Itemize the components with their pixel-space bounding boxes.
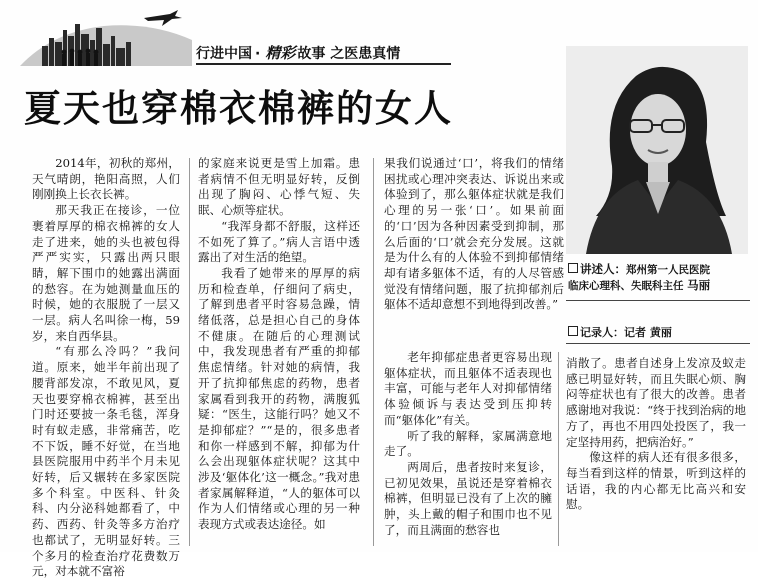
city-skyline-graphic [12, 6, 197, 68]
body-column-3 [384, 156, 564, 346]
paragraph: 2014年，初秋的郑州，天气晴朗，艳阳高照，人们刚刚换上长衣长裤。 [32, 156, 180, 202]
column-divider [558, 352, 559, 546]
paragraph: 消散了。患者自述身上发凉及蚁走感已明显好转，而且失眠心烦、胸闷等症状也有了很大的改善。患者感谢地对我说：“终于找到治病的地方了，再也不用四处投医了，我一定坚持用药，把病治好。” [566, 356, 746, 449]
paragraph: 听了我的解释，家属满意地走了。 [384, 428, 552, 459]
narrator-caption [568, 262, 750, 294]
square-bullet-icon [568, 263, 578, 273]
paragraph: 的家庭来说更是雪上加霜。患者病情不但无明显好转，反倒出现了胸闷、心悸气短、失眠、心烦等症状。 [198, 156, 360, 218]
paragraph: 我看了她带来的厚厚的病历和检查单，仔细问了病史，了解到患者平时容易急躁，情绪低落，总是担心自己的身体不健康。在随后的心理测试中，我发现患者有严重的抑郁焦虑情绪。针对她的病情，我开了抗抑郁焦虑的药物，患者家属看到我开的药物，满腹狐疑：“医生，这能行吗？她又不是抑郁症？”“是的，很多患者和你一样感到不解，抑郁为什么会出现躯体症状呢？这其中涉及‘躯体化’这一概念。”我对患者家属解释道，“人的躯体可以作为人们情绪或心理的另一种表现方式或表达途径。如 [198, 265, 360, 532]
column-divider [373, 158, 374, 546]
brand-script: 精彩 [265, 44, 296, 62]
paragraph: 果我们说通过‘口’，将我们的情绪困扰或心理冲突表达、诉说出来或体验到了，那么躯体症状就是我们心理的另一张‘口’。如果前面的‘口’因为各种因素受到抑制，那么后面的‘口’就会充分发展。这就是为什么有的人体验不到抑郁情绪却有诸多躯体不适，有的人尽管感觉没有情绪问题，服了抗抑郁剂后躯体不适却意想不到地得到改善。” [384, 156, 564, 312]
connector: 之 [330, 46, 345, 62]
paragraph: “我浑身都不舒服，这样还不如死了算了。”病人言语中透露出了对生活的绝望。 [198, 218, 360, 265]
recorder-label: 记录人： [580, 326, 624, 339]
column-name: 医患真情 [344, 46, 401, 62]
body-column-3-lower [384, 350, 552, 548]
recorder-rule [566, 343, 750, 344]
narrator-label: 讲述人： [580, 262, 626, 276]
narrator-title: 临床心理科、失眠科主任 [568, 280, 684, 292]
recorder-credit [568, 324, 750, 340]
narrator-affiliation: 郑州第一人民医院 [626, 264, 710, 276]
paragraph: “有那么冷吗？”我问道。原来，她半年前出现了腰背部发凉，不敢见风，夏天也要穿棉衣棉裤，甚至出门时还要披一条毛毯，浑身时有蚁走感，非常痛苦，吃不下饭，睡不好觉，在当地县医院服用中药半个月未见好转，后又辗转在多家医院多个科室。中医科、针灸科、内分泌科她都看了，中药、西药、针灸等多方治疗也都试了，无明显好转。三个多月的检查治疗花费数万元，对本就不富裕 [32, 344, 180, 579]
paragraph: 那天我正在接诊，一位裹着厚厚的棉衣棉裤的女人走了进来，她的头也被包得严严实实，只露出两只眼睛，解下围巾的她露出满面的愁容。在为她测量血压的时候，她的衣服脱了一层又一层。病人名叫徐一梅，59岁，来自西华县。 [32, 203, 180, 343]
body-column-4 [566, 356, 746, 548]
paragraph: 像这样的病人还有很多很多，每当看到这样的情景，听到这样的话语，我的内心都无比高兴和安慰。 [566, 450, 746, 512]
header-rule [196, 63, 451, 65]
caption-rule [566, 300, 750, 301]
column-divider [189, 158, 190, 546]
doctor-photo [566, 46, 748, 254]
portrait-image [566, 46, 748, 254]
narrator-name: 马丽 [687, 278, 711, 292]
recorder-name: 黄丽 [649, 326, 672, 339]
story-label: 故事 [297, 46, 326, 62]
square-bullet-icon [568, 326, 578, 336]
body-column-1 [32, 156, 180, 579]
recorder-role: 记者 [624, 326, 646, 339]
body-column-2 [198, 156, 360, 548]
paragraph: 老年抑郁症患者更容易出现躯体症状，而且躯体不适表现也丰富，可能与老年人对抑郁情绪体验倾诉与表达受到压抑转而“躯体化”有关。 [384, 350, 552, 427]
section-tag: 行进中国 · 精彩 故事 之医患真情 [196, 44, 401, 62]
article-headline: 夏天也穿棉衣棉裤的女人 [24, 86, 453, 130]
paragraph: 两周后，患者按时来复诊，已初见效果，虽说还是穿着棉衣棉裤，但明显已没有了上次的臃肿，头上戴的帽子和围巾也不见了，而且满面的愁容也 [384, 459, 552, 537]
series-name: 行进中国 [196, 46, 252, 62]
